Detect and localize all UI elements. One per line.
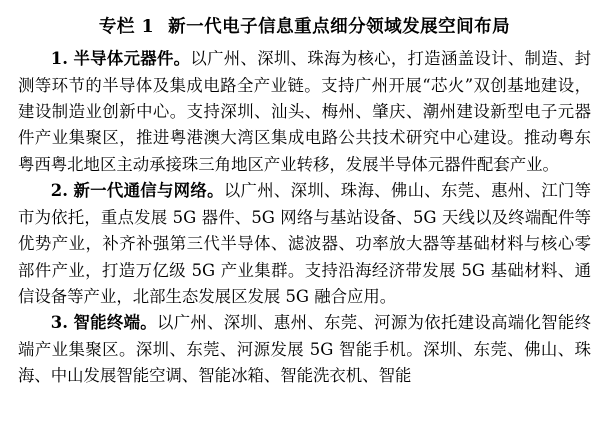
paragraph-1-lead: 半导体元器件。 bbox=[73, 49, 191, 69]
paragraph-2-lead: 新一代通信与网络。 bbox=[73, 181, 224, 201]
paragraph-3-number: 3. bbox=[50, 313, 68, 333]
paragraph-1-body: 以广州、深圳、珠海为核心，打造涵盖设计、制造、封测等环节的半导体及集成电路全产业链。支持广州开展“芯火”双创基地建设，建设制造业创新中心。支持深圳、汕头、梅州、肇庆、潮州建设新型电子元器件产业集聚区，推进粤港澳大湾区集成电路公共技术研究中心建设。推动粤东粤西粤北地区主动承接珠三角地区产业转移，发展半导体元器件配套产业。 bbox=[18, 49, 591, 174]
paragraph-3 bbox=[18, 310, 591, 389]
paragraph-2 bbox=[18, 178, 591, 310]
page-title bbox=[18, 14, 591, 40]
paragraph-2-body: 以广州、深圳、珠海、佛山、东莞、惠州、江门等市为依托，重点发展 5G 器件、5G 网络与基站设备、5G 天线以及终端配件等优势产业，补齐补强第三代半导体、滤波器、功率放大器等基础材料与核心零部件产业，打造万亿级 5G 产业集群。支持沿海经济带发展 5G 基础材料、通信设备等产业，北部生态发展区发展 5G 融合应用。 bbox=[18, 181, 592, 306]
paragraph-1-number: 1. bbox=[50, 49, 68, 69]
paragraph-3-lead: 智能终端。 bbox=[73, 313, 157, 333]
page-title-text: 新一代电子信息重点细分领域发展空间布局 bbox=[168, 17, 511, 37]
page-title-label: 专栏 1 bbox=[98, 17, 155, 37]
paragraph-2-number: 2. bbox=[50, 181, 68, 201]
paragraph-1 bbox=[18, 46, 591, 178]
paragraph-3-body: 以广州、深圳、惠州、东莞、河源为依托建设高端化智能终端产业集聚区。深圳、东莞、河源发展 5G 智能手机。深圳、东莞、佛山、珠海、中山发展智能空调、智能冰箱、智能洗衣机、智能 bbox=[18, 313, 592, 386]
